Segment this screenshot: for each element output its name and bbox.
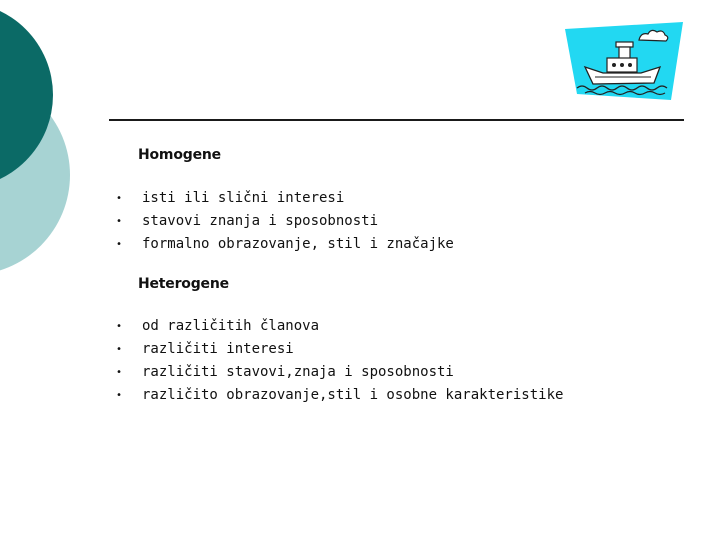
- list-item-text: isti ili slični interesi: [142, 190, 345, 206]
- section-heading-heterogene: Heterogene: [138, 276, 229, 292]
- bullet-icon: •: [116, 367, 123, 378]
- list-item-text: formalno obrazovanje, stil i značajke: [142, 236, 454, 252]
- ship-clipart-icon: [563, 20, 685, 102]
- bullet-icon: •: [116, 216, 123, 227]
- list-item-text: različiti interesi: [142, 341, 294, 357]
- bullet-icon: •: [116, 321, 123, 332]
- left-circles-decoration: [0, 0, 80, 300]
- title-divider-line: [109, 119, 684, 121]
- bullet-icon: •: [116, 193, 123, 204]
- bullet-icon: •: [116, 344, 123, 355]
- list-item-text: različiti stavovi,znaja i sposobnosti: [142, 364, 454, 380]
- list-item-text: stavovi znanja i sposobnosti: [142, 213, 379, 229]
- bullet-icon: •: [116, 390, 123, 401]
- list-item-text: različito obrazovanje,stil i osobne karakteristike: [142, 387, 564, 403]
- list-item-text: od različitih članova: [142, 318, 320, 334]
- bullet-icon: •: [116, 239, 123, 250]
- section-heading-homogene: Homogene: [138, 147, 221, 163]
